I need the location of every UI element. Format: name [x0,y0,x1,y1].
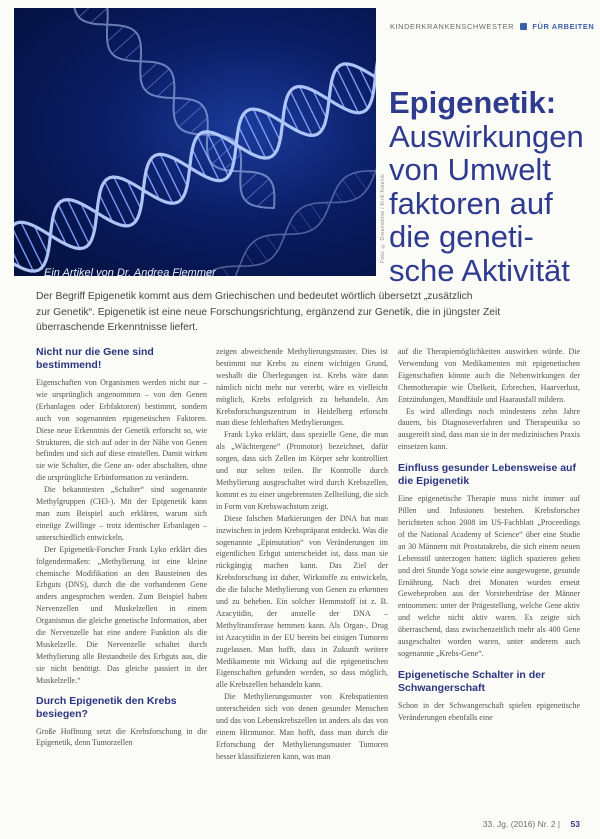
title-line: faktoren auf [389,185,553,221]
dna-rung [112,32,136,54]
dna-rung [107,26,124,41]
body-paragraph: Der Epigenetik-Forscher Frank Lyko erklärt dies folgendermaßen: „Methylierung ist eine kleine chemische Modifikation an den Bausteinen des Erbguts (DNS), durch die die vorhandenen Gene anders angesprochen werden. Zum Beispiel haben Nervenzellen und Muskelzellen in einem Organismus die gleiche genetische Information, aber die Nervenzelle hat eine andere Funktion als die Muskelzelle. Die Nervenzelle schaltet durch Methylierung alle Bestandteile des Erbguts aus, die sie nicht benötigt. Das gleiche passiert in der Muskelzelle.“ [36,544,207,685]
dna-helix-illustration [14,8,376,276]
intro-line: zur Genetik“. Epigenetik ist eine neue Forschungsrichtung, ergänzend zur Genetik, die in jüngster Zeit [36,306,501,318]
dna-strand [74,8,274,208]
dna-rung [146,69,170,91]
section-heading: Epigenetische Schalter in der Schwangerschaft [398,668,546,694]
section-tag [390,22,594,31]
dna-rung [141,63,158,78]
intro-line: überraschende Erkenntnisse liefert. [36,322,198,333]
article-intro [36,289,581,336]
section-tag-part2: FÜR ARBEITEN [532,22,595,31]
section-heading: Einfluss gesunder Lebensweise auf die Epigenetik [398,462,576,488]
column-2 [216,346,388,763]
body-paragraph: Frank Lyko erklärt, dass spezielle Gene, die man als „Wächtergene“ (Promotor) bezeichnet, dafür sorgen, dass sich Zellen im Körper sehr kontrolliert und nur selten teilen. Ihr Kontrolle durch Methylierung ausgeschaltet wird durch Krebszellen, kommt es zu einer ungebremsten Zellteilung, die sich in Form von Krebswachstum zeigt. [216,430,388,511]
dna-rung [355,173,367,190]
body-paragraph: Eine epigenetische Therapie muss nicht immer auf Pillen und Infusionen bestehen. Krebsforscher berichteten schon 2008 im US-Fachblatt „Proceedings of the National Academy of Science“ über eine Studie an 30 Männern mit Prostatakrebs, die sich einem neuen Lebensstil unterzogen hatten: täglich spazieren gehen und drei Stunde Yoga sowie eine ausgewogene, gesunde Ernährung. Nach drei Monaten wurden erneut Gewebeproben aus der Vorsteherdrüse der Männer entnommen: unter der Prägestellung, welche Gene aktiv und welche nicht aktiv waren. Es zeigte sich überraschend, dass zwischenzeitlich mehr als 400 Gene ausgeschaltet worden waren, unter anderem auch sogenannte „Krebs-Gene“. [398,494,580,658]
title-line: sche Aktivität [389,252,570,288]
page-number: 53 [570,819,580,829]
dna-rung [266,236,277,252]
column-3 [398,346,580,724]
body-paragraph: zeigen abweichende Methylierungsmuster. Dies ist bestimmt nur Krebs zu einem wichtigen Grund, weshalb die Überlegungen ist. Krebs wäre dann nämlich nicht mehr nur vererbt, wäre es vielleicht möglich, Krebs erfolgreich zu behandeln. Am Krebsforschungszentrum in Heidelberg erforscht man diese fehlerhaften Methylierungen. [216,347,388,428]
column-1 [36,346,207,749]
section-tag-part1: KINDERKRANKENSCHWESTER [390,22,515,31]
dna-strand [194,167,376,276]
body-paragraph: Es wird allerdings noch mindestens zehn Jahre dauern, bis Diagnoseverfahren und Therapeutika so ausgereift sind, dass man sie in der medizinischen Praxis einsetzen kann. [398,406,580,452]
body-paragraph: Die bekanntesten „Schalter“ sind sogenannte Methylgruppen (CH3-). Mit der Epigenetik kann man zum Beispiel auch erklären, warum sich eineiige Zwillinge – trotz identischer Erbanlagen – unterschiedlich entwickeln. [36,485,207,542]
section-heading: Nicht nur die Gene sind bestimmend! [36,346,154,371]
dna-rung [179,106,203,128]
dna-rung [311,204,322,220]
dna-rung [343,180,356,199]
dna-rung [91,8,108,23]
section-icon [520,23,527,30]
dna-rung [298,211,312,230]
body-paragraph: Die Methylierungsmuster von Krebspatienten unterscheiden sich von denen gesunder Menschen und das von Lebenskrebszellen ist anders als das von einem Hirntumor. Man hofft, dass man durch die Erforschung der Methylierungsmuster Tumoren besser klassifizieren kann, was man [216,692,388,761]
body-paragraph: auf die Therapiemöglichkeiten auswirken würde. Die Verwendung von Medikamenten mit epigenetischen Eigenschaften könnte auch die Nebenwirkungen der Chemotherapie wie Übelkeit, Erbrechen, Haarverlust, Entzündungen, Mundfäule und Haarausfall mildern. [398,347,580,404]
intro-line: Der Begriff Epigenetik kommt aus dem Griechischen und bedeutet wörtlich übersetzt „zusätzlich [36,291,473,302]
dna-rung [290,222,298,234]
title-line: die geneti- [389,219,534,254]
dna-rung [124,45,141,60]
dna-rung [174,100,191,115]
dna-rung [370,171,374,177]
dna-rung [335,192,342,202]
body-paragraph: Große Hoffnung setzt die Krebsforschung in die Epigenetik, denn Tumorzellen [36,726,207,748]
body-paragraph: Schon in der Schwangerschaft spielen epigenetische Veränderungen ebenfalls eine [398,700,580,722]
dna-rung [257,191,274,206]
body-paragraph: Eigenschaften von Organismen werden nicht nur – wie ursprünglich angenommen – von den Genen (Erbanlagen oder Erbfaktoren) bestimmt, sondern auch von sogenannten epigenetischen Faktoren. Diese neue Erkenntnis der Genetik erforscht so, wie Strukturen, die sich auf oder in der Nähe von Genen befinden und sich auf diese einstellen. Damit wirken sie wie Schalter, die Gene an- oder abschalten, ohne die ursprüngliche Erbinformation zu verändern. [36,378,207,483]
dna-rung [241,173,258,188]
page-footer [483,819,580,829]
dna-rung [157,81,174,96]
title-line: von Umwelt [389,152,551,187]
dna-rung [246,179,270,201]
issue-info: 33. Jg. (2016) Nr. 2 | [482,819,561,829]
dna-strand [194,149,376,276]
article-title [389,86,594,287]
body-paragraph: Diese falschen Markierungen der DNA hat man inzwischen in jedem Krebspräparat entdeckt. Was die sogenannte „Epimutation“ von Veränderungen im eigentlichen Erbgut unterscheidet ist, dass man sie rückgängig machen kann. Das Ziel der Krebsforschung ist daher, Wirkstoffe zu entwickeln, die die falsche Methylierung von Genen zu erkennen und zu beheben. Ein solcher Hemmstoff ist z. B. Azacytidin, der anstelle der DNA – Methyltransferase hemmen kann. Als Organ-, Drug ist Azacytidin in der EU bereits bei einigen Tumoren zugelassen. Man hofft, dass in Zukunft weitere Medikamente mit Wirkung auf die epigenetischen Eigenschaften gefunden werden, so dass möglich, alle Krebszellen behandeln kann. [216,513,388,690]
dna-rung [245,253,254,266]
dna-rung [254,242,268,262]
title-line: Epigenetik: [389,85,557,120]
author-byline: Ein Artikel von Dr. Andrea Flemmer [44,267,216,276]
title-line: Auswirkungen [389,118,584,154]
section-heading: Durch Epigenetik den Krebs besiegen? [36,694,177,720]
photo-credit: Foto: © Dreamstime / Kirill Kolenik [380,174,386,264]
dna-rung [222,267,232,276]
hero-image [14,8,376,276]
